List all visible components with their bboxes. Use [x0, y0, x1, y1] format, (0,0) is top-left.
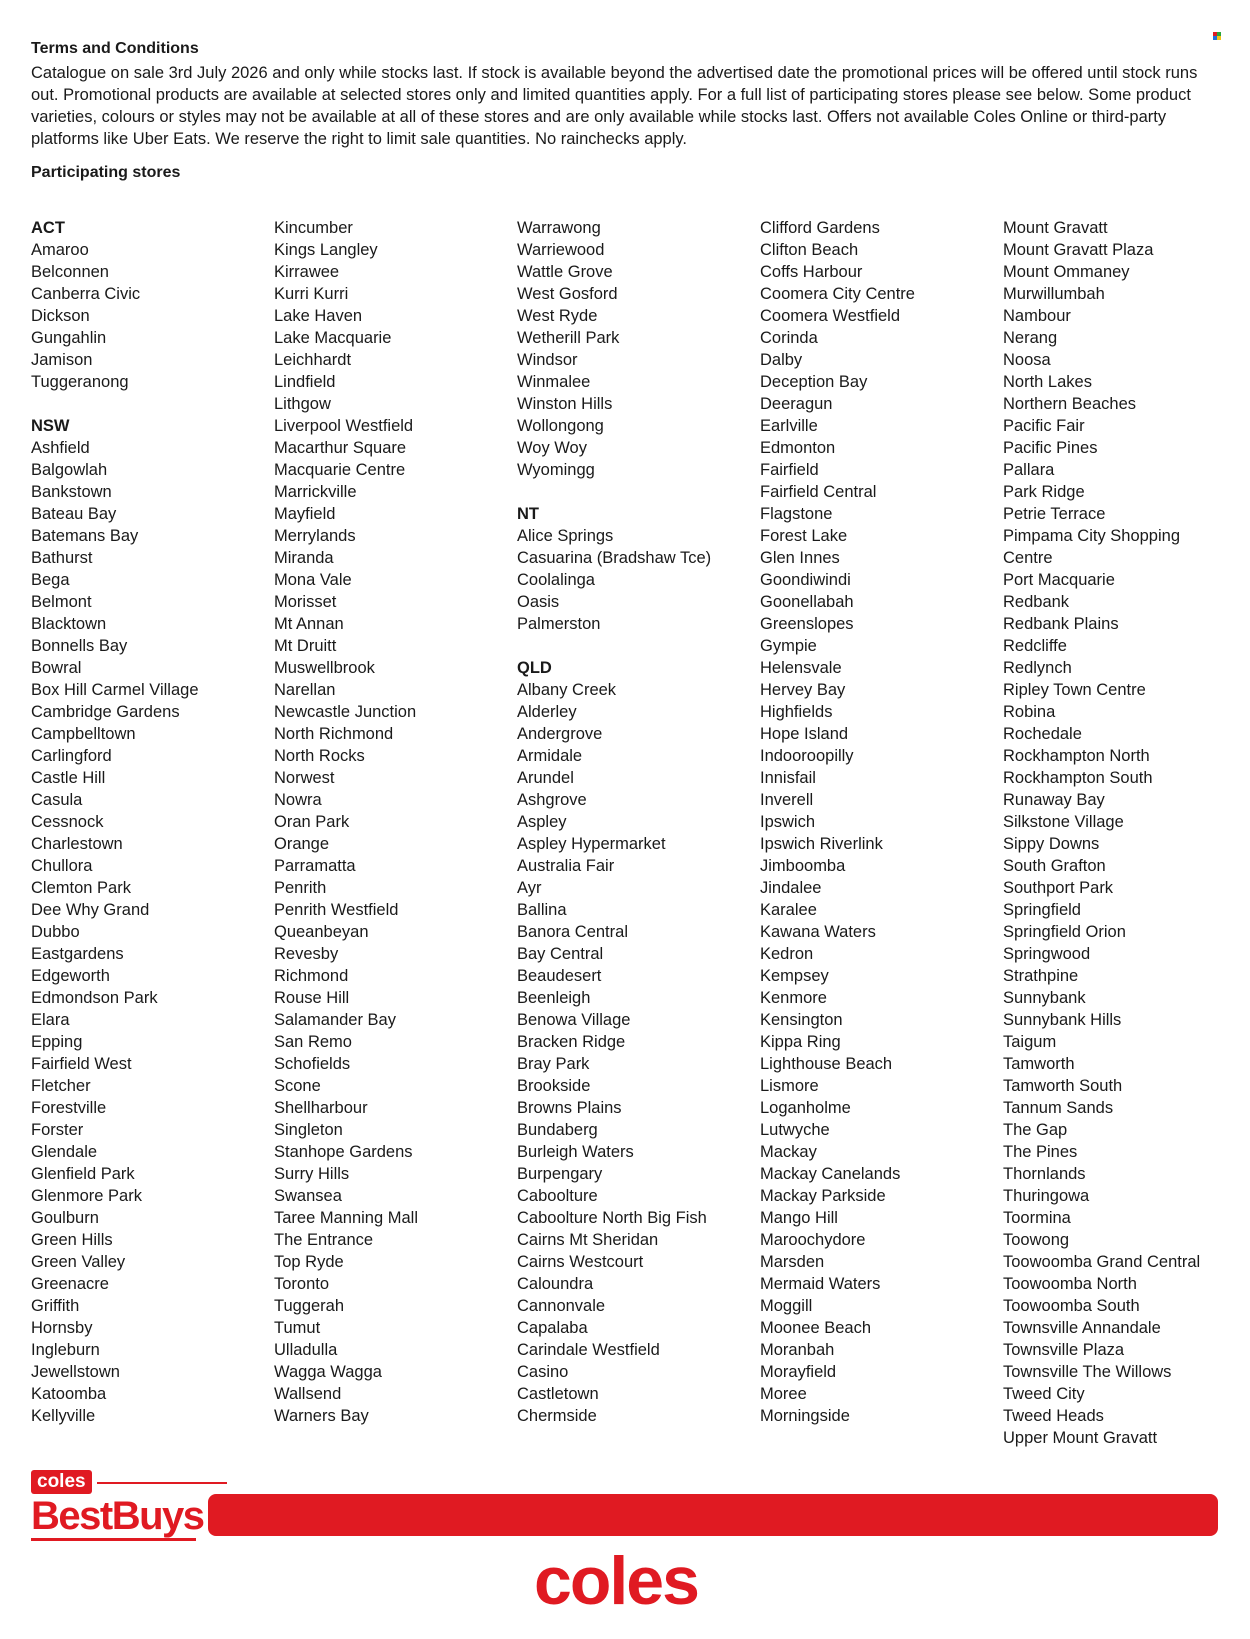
- store-name: Rockhampton South: [1003, 769, 1153, 787]
- store-name: Hervey Bay: [760, 681, 846, 699]
- store-name: Gungahlin: [31, 329, 107, 347]
- store-name: Inverell: [760, 791, 814, 809]
- store-name: Fairfield: [760, 461, 819, 479]
- store-name: Morisset: [274, 593, 337, 611]
- store-name: Oasis: [517, 593, 560, 611]
- participating-stores-heading: Participating stores: [31, 164, 181, 181]
- store-name: Greenacre: [31, 1275, 109, 1293]
- store-name: Top Ryde: [274, 1253, 344, 1271]
- store-name: Bateau Bay: [31, 505, 117, 523]
- store-name: Nerang: [1003, 329, 1058, 347]
- store-name: Castle Hill: [31, 769, 106, 787]
- store-name: Mackay Canelands: [760, 1165, 901, 1183]
- store-name: Pallara: [1003, 461, 1055, 479]
- store-name: Strathpine: [1003, 967, 1079, 985]
- store-name: Beaudesert: [517, 967, 602, 985]
- store-name: Moggill: [760, 1297, 813, 1315]
- store-name: Springfield Orion: [1003, 923, 1126, 941]
- store-name: Indooroopilly: [760, 747, 854, 765]
- store-name: Mango Hill: [760, 1209, 838, 1227]
- store-name: Jindalee: [760, 879, 822, 897]
- store-name: Tamworth South: [1003, 1077, 1123, 1095]
- store-name: Lake Haven: [274, 307, 363, 325]
- store-name: Nowra: [274, 791, 322, 809]
- store-name: Ashfield: [31, 439, 90, 457]
- store-name: Redbank Plains: [1003, 615, 1119, 633]
- store-name: Jimboomba: [760, 857, 846, 875]
- store-name: Lithgow: [274, 395, 331, 413]
- store-name: North Rocks: [274, 747, 365, 765]
- store-name: Kawana Waters: [760, 923, 876, 941]
- store-name: Liverpool Westfield: [274, 417, 414, 435]
- store-name: Dalby: [760, 351, 803, 369]
- store-name: Edmondson Park: [31, 989, 158, 1007]
- store-name: Mackay: [760, 1143, 817, 1161]
- store-name: Casuarina (Bradshaw Tce): [517, 549, 712, 567]
- store-name: Mayfield: [274, 505, 336, 523]
- store-name: Salamander Bay: [274, 1011, 396, 1029]
- store-name: Morayfield: [760, 1363, 837, 1381]
- store-name: Narellan: [274, 681, 336, 699]
- store-name: Karalee: [760, 901, 817, 919]
- store-name: Casula: [31, 791, 83, 809]
- store-name: Orange: [274, 835, 330, 853]
- store-name: Runaway Bay: [1003, 791, 1105, 809]
- store-name: Nambour: [1003, 307, 1071, 325]
- stores-column-2: [274, 217, 506, 1427]
- store-name: Alderley: [517, 703, 577, 721]
- store-name: Caloundra: [517, 1275, 594, 1293]
- store-name: Mount Ommaney: [1003, 263, 1130, 281]
- store-name: Richmond: [274, 967, 349, 985]
- store-name: Wattle Grove: [517, 263, 613, 281]
- store-name: Ripley Town Centre: [1003, 681, 1146, 699]
- store-name: Beenleigh: [517, 989, 591, 1007]
- store-name: Toowoomba Grand Central: [1003, 1253, 1201, 1271]
- store-name: Capalaba: [517, 1319, 588, 1337]
- store-name: Hope Island: [760, 725, 849, 743]
- store-name: Australia Fair: [517, 857, 615, 875]
- store-name: Townsville Annandale: [1003, 1319, 1161, 1337]
- store-name: Taree Manning Mall: [274, 1209, 418, 1227]
- store-name: Ayr: [517, 879, 542, 897]
- store-name: Coomera City Centre: [760, 285, 915, 303]
- store-name: Murwillumbah: [1003, 285, 1105, 303]
- store-name: Thornlands: [1003, 1165, 1086, 1183]
- store-name: Rockhampton North: [1003, 747, 1150, 765]
- store-name: Green Hills: [31, 1231, 113, 1249]
- store-name: South Grafton: [1003, 857, 1106, 875]
- store-name: The Entrance: [274, 1231, 374, 1249]
- store-name: Lismore: [760, 1077, 819, 1095]
- store-name: Townsville The Willows: [1003, 1363, 1172, 1381]
- store-name: Wetherill Park: [517, 329, 620, 347]
- store-name: Mount Gravatt: [1003, 219, 1108, 237]
- logo-underline: [31, 1538, 196, 1541]
- state-heading: NT: [517, 505, 539, 523]
- store-name: Leichhardt: [274, 351, 352, 369]
- store-name: North Richmond: [274, 725, 394, 743]
- store-name: Ballina: [517, 901, 567, 919]
- store-name: Dickson: [31, 307, 90, 325]
- store-name: Mona Vale: [274, 571, 352, 589]
- store-name: Carindale Westfield: [517, 1341, 660, 1359]
- store-name: Benowa Village: [517, 1011, 631, 1029]
- store-name: Swansea: [274, 1187, 342, 1205]
- store-name: Tamworth: [1003, 1055, 1075, 1073]
- store-name: Campbelltown: [31, 725, 136, 743]
- store-name: Ulladulla: [274, 1341, 338, 1359]
- store-name: Mackay Parkside: [760, 1187, 886, 1205]
- store-name: Miranda: [274, 549, 334, 567]
- store-name: Epping: [31, 1033, 83, 1051]
- store-name: Eastgardens: [31, 945, 124, 963]
- store-name: Toormina: [1003, 1209, 1071, 1227]
- store-name: Merrylands: [274, 527, 356, 545]
- store-name: Box Hill Carmel Village: [31, 681, 199, 699]
- store-name: Katoomba: [31, 1385, 107, 1403]
- store-name: Southport Park: [1003, 879, 1114, 897]
- store-name: Shellharbour: [274, 1099, 368, 1117]
- store-name: West Ryde: [517, 307, 598, 325]
- store-name: Bankstown: [31, 483, 112, 501]
- store-name: Pimpama City Shopping Centre: [1003, 527, 1181, 567]
- store-name: Sunnybank Hills: [1003, 1011, 1122, 1029]
- store-name: Caboolture North Big Fish: [517, 1209, 707, 1227]
- coles-logo: coles: [534, 1543, 698, 1619]
- store-name: Moranbah: [760, 1341, 835, 1359]
- store-name: Redcliffe: [1003, 637, 1067, 655]
- store-name: Forest Lake: [760, 527, 848, 545]
- store-name: Greenslopes: [760, 615, 854, 633]
- store-name: Springfield: [1003, 901, 1081, 919]
- store-name: Fletcher: [31, 1077, 91, 1095]
- store-name: Ashgrove: [517, 791, 587, 809]
- store-name: Wallsend: [274, 1385, 342, 1403]
- coles-tag: coles: [31, 1470, 92, 1494]
- spacer: [31, 393, 263, 415]
- store-name: Marrickville: [274, 483, 357, 501]
- stores-column-5: [1003, 217, 1223, 1449]
- store-name: West Gosford: [517, 285, 618, 303]
- store-name: Macquarie Centre: [274, 461, 406, 479]
- store-name: Toowoomba South: [1003, 1297, 1140, 1315]
- store-name: Cairns Mt Sheridan: [517, 1231, 659, 1249]
- store-name: Elara: [31, 1011, 70, 1029]
- store-name: Bega: [31, 571, 70, 589]
- bestbuys-wordmark: BestBuys: [31, 1494, 204, 1538]
- store-name: Glenfield Park: [31, 1165, 135, 1183]
- store-name: Palmerston: [517, 615, 601, 633]
- store-name: Carlingford: [31, 747, 112, 765]
- store-name: Tuggeranong: [31, 373, 129, 391]
- store-name: Singleton: [274, 1121, 343, 1139]
- store-name: Bay Central: [517, 945, 604, 963]
- store-name: Coffs Harbour: [760, 263, 863, 281]
- store-name: Scone: [274, 1077, 321, 1095]
- store-name: Bray Park: [517, 1055, 590, 1073]
- store-name: Pacific Pines: [1003, 439, 1098, 457]
- store-name: Deeragun: [760, 395, 833, 413]
- store-name: Upper Mount Gravatt: [1003, 1429, 1158, 1447]
- store-name: Kellyville: [31, 1407, 96, 1425]
- store-name: Wyomingg: [517, 461, 595, 479]
- store-name: Glendale: [31, 1143, 98, 1161]
- store-name: Mount Gravatt Plaza: [1003, 241, 1154, 259]
- store-name: Tuggerah: [274, 1297, 345, 1315]
- store-name: Goondiwindi: [760, 571, 851, 589]
- store-name: Thuringowa: [1003, 1187, 1090, 1205]
- store-name: Tweed Heads: [1003, 1407, 1104, 1425]
- store-name: Warrawong: [517, 219, 601, 237]
- logo-rule: [97, 1482, 227, 1484]
- store-name: Lighthouse Beach: [760, 1055, 893, 1073]
- store-name: Tumut: [274, 1319, 321, 1337]
- spacer: [517, 635, 749, 657]
- store-name: Woy Woy: [517, 439, 587, 457]
- store-name: Loganholme: [760, 1099, 851, 1117]
- store-name: Arundel: [517, 769, 574, 787]
- store-name: Ipswich Riverlink: [760, 835, 883, 853]
- store-name: Silkstone Village: [1003, 813, 1124, 831]
- store-name: Edmonton: [760, 439, 836, 457]
- stores-column-3: [517, 217, 749, 1427]
- store-name: Glen Innes: [760, 549, 840, 567]
- store-name: Moonee Beach: [760, 1319, 871, 1337]
- store-name: Parramatta: [274, 857, 356, 875]
- store-name: Bathurst: [31, 549, 93, 567]
- store-name: Sippy Downs: [1003, 835, 1100, 853]
- store-name: Norwest: [274, 769, 335, 787]
- store-name: Newcastle Junction: [274, 703, 417, 721]
- store-name: Morningside: [760, 1407, 850, 1425]
- store-name: Townsville Plaza: [1003, 1341, 1125, 1359]
- store-name: Albany Creek: [517, 681, 617, 699]
- store-name: Flagstone: [760, 505, 833, 523]
- store-name: Chermside: [517, 1407, 597, 1425]
- store-name: Lindfield: [274, 373, 336, 391]
- store-name: Fairfield West: [31, 1055, 132, 1073]
- store-name: Hornsby: [31, 1319, 93, 1337]
- store-name: Chullora: [31, 857, 93, 875]
- store-name: Gympie: [760, 637, 817, 655]
- store-name: Park Ridge: [1003, 483, 1085, 501]
- store-name: Penrith Westfield: [274, 901, 399, 919]
- store-name: Highfields: [760, 703, 833, 721]
- store-name: Northern Beaches: [1003, 395, 1136, 413]
- store-name: The Gap: [1003, 1121, 1068, 1139]
- store-name: Ingleburn: [31, 1341, 100, 1359]
- store-name: Warriewood: [517, 241, 605, 259]
- store-name: Andergrove: [517, 725, 603, 743]
- store-name: Glenmore Park: [31, 1187, 142, 1205]
- store-name: Lutwyche: [760, 1121, 830, 1139]
- stores-column-1: [31, 217, 263, 1427]
- store-name: Coomera Westfield: [760, 307, 901, 325]
- store-name: Griffith: [31, 1297, 80, 1315]
- store-name: Marsden: [760, 1253, 825, 1271]
- store-name: Redlynch: [1003, 659, 1072, 677]
- store-name: Dubbo: [31, 923, 80, 941]
- store-name: Sunnybank: [1003, 989, 1086, 1007]
- store-name: Muswellbrook: [274, 659, 375, 677]
- store-name: Blacktown: [31, 615, 107, 633]
- store-name: Casino: [517, 1363, 569, 1381]
- store-name: Kedron: [760, 945, 814, 963]
- store-name: Toowong: [1003, 1231, 1070, 1249]
- store-name: Kenmore: [760, 989, 827, 1007]
- store-name: Noosa: [1003, 351, 1051, 369]
- terms-body: Catalogue on sale 3rd July 2026 and only while stocks last. If stock is available beyond the advertised date the promotional prices will be offered until stock runs out. Promotional products are available at selected stores only and limited quantities apply. For a full list of participating stores please see below. Some product varieties, colours or styles may not be available at all of these stores and are only available while stocks last. Offers not available Coles Online or third-party platforms like Uber Eats. We reserve the right to limit sale quantities. No rainchecks apply.: [31, 64, 1198, 148]
- store-name: Charlestown: [31, 835, 123, 853]
- store-name: Kings Langley: [274, 241, 378, 259]
- colour-squares-icon: [1213, 32, 1221, 40]
- store-name: Taigum: [1003, 1033, 1057, 1051]
- store-name: Coolalinga: [517, 571, 595, 589]
- store-name: Penrith: [274, 879, 327, 897]
- store-name: Kurri Kurri: [274, 285, 349, 303]
- store-name: Pacific Fair: [1003, 417, 1085, 435]
- store-name: Queanbeyan: [274, 923, 369, 941]
- store-name: Aspley Hypermarket: [517, 835, 666, 853]
- coles-bestbuys-logo: [31, 1470, 204, 1541]
- spacer: [517, 481, 749, 503]
- store-name: Redbank: [1003, 593, 1070, 611]
- store-name: Clifford Gardens: [760, 219, 880, 237]
- store-name: Lake Macquarie: [274, 329, 392, 347]
- store-name: Wollongong: [517, 417, 604, 435]
- store-name: Amaroo: [31, 241, 89, 259]
- store-name: Mermaid Waters: [760, 1275, 881, 1293]
- store-name: Forestville: [31, 1099, 107, 1117]
- store-name: Windsor: [517, 351, 578, 369]
- store-name: Tannum Sands: [1003, 1099, 1114, 1117]
- store-name: Wagga Wagga: [274, 1363, 382, 1381]
- store-name: Revesby: [274, 945, 339, 963]
- store-name: Green Valley: [31, 1253, 126, 1271]
- store-name: Rouse Hill: [274, 989, 350, 1007]
- store-name: Kincumber: [274, 219, 353, 237]
- store-name: Goulburn: [31, 1209, 99, 1227]
- store-name: Deception Bay: [760, 373, 868, 391]
- red-banner-bar: [208, 1494, 1218, 1536]
- store-name: Brookside: [517, 1077, 591, 1095]
- store-name: Burpengary: [517, 1165, 603, 1183]
- store-name: Banora Central: [517, 923, 628, 941]
- store-name: Toowoomba North: [1003, 1275, 1137, 1293]
- store-name: Browns Plains: [517, 1099, 622, 1117]
- store-name: Bracken Ridge: [517, 1033, 626, 1051]
- store-name: Kirrawee: [274, 263, 340, 281]
- store-name: Belmont: [31, 593, 92, 611]
- state-heading: ACT: [31, 219, 65, 237]
- store-name: Mt Druitt: [274, 637, 337, 655]
- store-name: Toronto: [274, 1275, 330, 1293]
- store-name: Robina: [1003, 703, 1056, 721]
- store-name: The Pines: [1003, 1143, 1078, 1161]
- store-name: Goonellabah: [760, 593, 854, 611]
- store-name: Jewellstown: [31, 1363, 120, 1381]
- store-name: Helensvale: [760, 659, 842, 677]
- store-name: Cairns Westcourt: [517, 1253, 644, 1271]
- store-name: Springwood: [1003, 945, 1091, 963]
- store-name: Winston Hills: [517, 395, 613, 413]
- state-heading: QLD: [517, 659, 552, 677]
- store-name: Innisfail: [760, 769, 816, 787]
- store-name: Alice Springs: [517, 527, 614, 545]
- store-name: Kippa Ring: [760, 1033, 841, 1051]
- store-name: Mt Annan: [274, 615, 344, 633]
- store-name: Balgowlah: [31, 461, 108, 479]
- stores-column-4: [760, 217, 992, 1427]
- store-name: Schofields: [274, 1055, 351, 1073]
- store-name: Burleigh Waters: [517, 1143, 634, 1161]
- store-name: Fairfield Central: [760, 483, 877, 501]
- store-name: Warners Bay: [274, 1407, 369, 1425]
- terms-section: [31, 40, 1206, 150]
- store-name: Cannonvale: [517, 1297, 606, 1315]
- store-name: Corinda: [760, 329, 818, 347]
- store-name: Moree: [760, 1385, 807, 1403]
- store-name: Aspley: [517, 813, 567, 831]
- store-name: Clifton Beach: [760, 241, 859, 259]
- store-name: Maroochydore: [760, 1231, 866, 1249]
- store-name: Belconnen: [31, 263, 109, 281]
- store-name: Kempsey: [760, 967, 829, 985]
- store-name: San Remo: [274, 1033, 352, 1051]
- store-name: Clemton Park: [31, 879, 131, 897]
- store-name: Petrie Terrace: [1003, 505, 1106, 523]
- store-name: Bowral: [31, 659, 82, 677]
- store-name: North Lakes: [1003, 373, 1092, 391]
- store-name: Dee Why Grand: [31, 901, 150, 919]
- store-name: Jamison: [31, 351, 93, 369]
- store-name: Castletown: [517, 1385, 599, 1403]
- store-name: Stanhope Gardens: [274, 1143, 413, 1161]
- store-name: Batemans Bay: [31, 527, 139, 545]
- store-name: Caboolture: [517, 1187, 598, 1205]
- store-name: Canberra Civic: [31, 285, 141, 303]
- store-name: Earlville: [760, 417, 818, 435]
- store-name: Tweed City: [1003, 1385, 1085, 1403]
- store-name: Forster: [31, 1121, 84, 1139]
- store-name: Bonnells Bay: [31, 637, 128, 655]
- store-name: Port Macquarie: [1003, 571, 1115, 589]
- store-name: Winmalee: [517, 373, 591, 391]
- state-heading: NSW: [31, 417, 70, 435]
- store-name: Surry Hills: [274, 1165, 350, 1183]
- store-name: Oran Park: [274, 813, 350, 831]
- store-name: Cessnock: [31, 813, 104, 831]
- terms-title: Terms and Conditions: [31, 40, 199, 57]
- store-name: Kensington: [760, 1011, 843, 1029]
- store-name: Bundaberg: [517, 1121, 598, 1139]
- store-name: Ipswich: [760, 813, 816, 831]
- store-name: Edgeworth: [31, 967, 110, 985]
- store-name: Cambridge Gardens: [31, 703, 180, 721]
- store-name: Macarthur Square: [274, 439, 407, 457]
- store-name: Armidale: [517, 747, 583, 765]
- store-name: Rochedale: [1003, 725, 1082, 743]
